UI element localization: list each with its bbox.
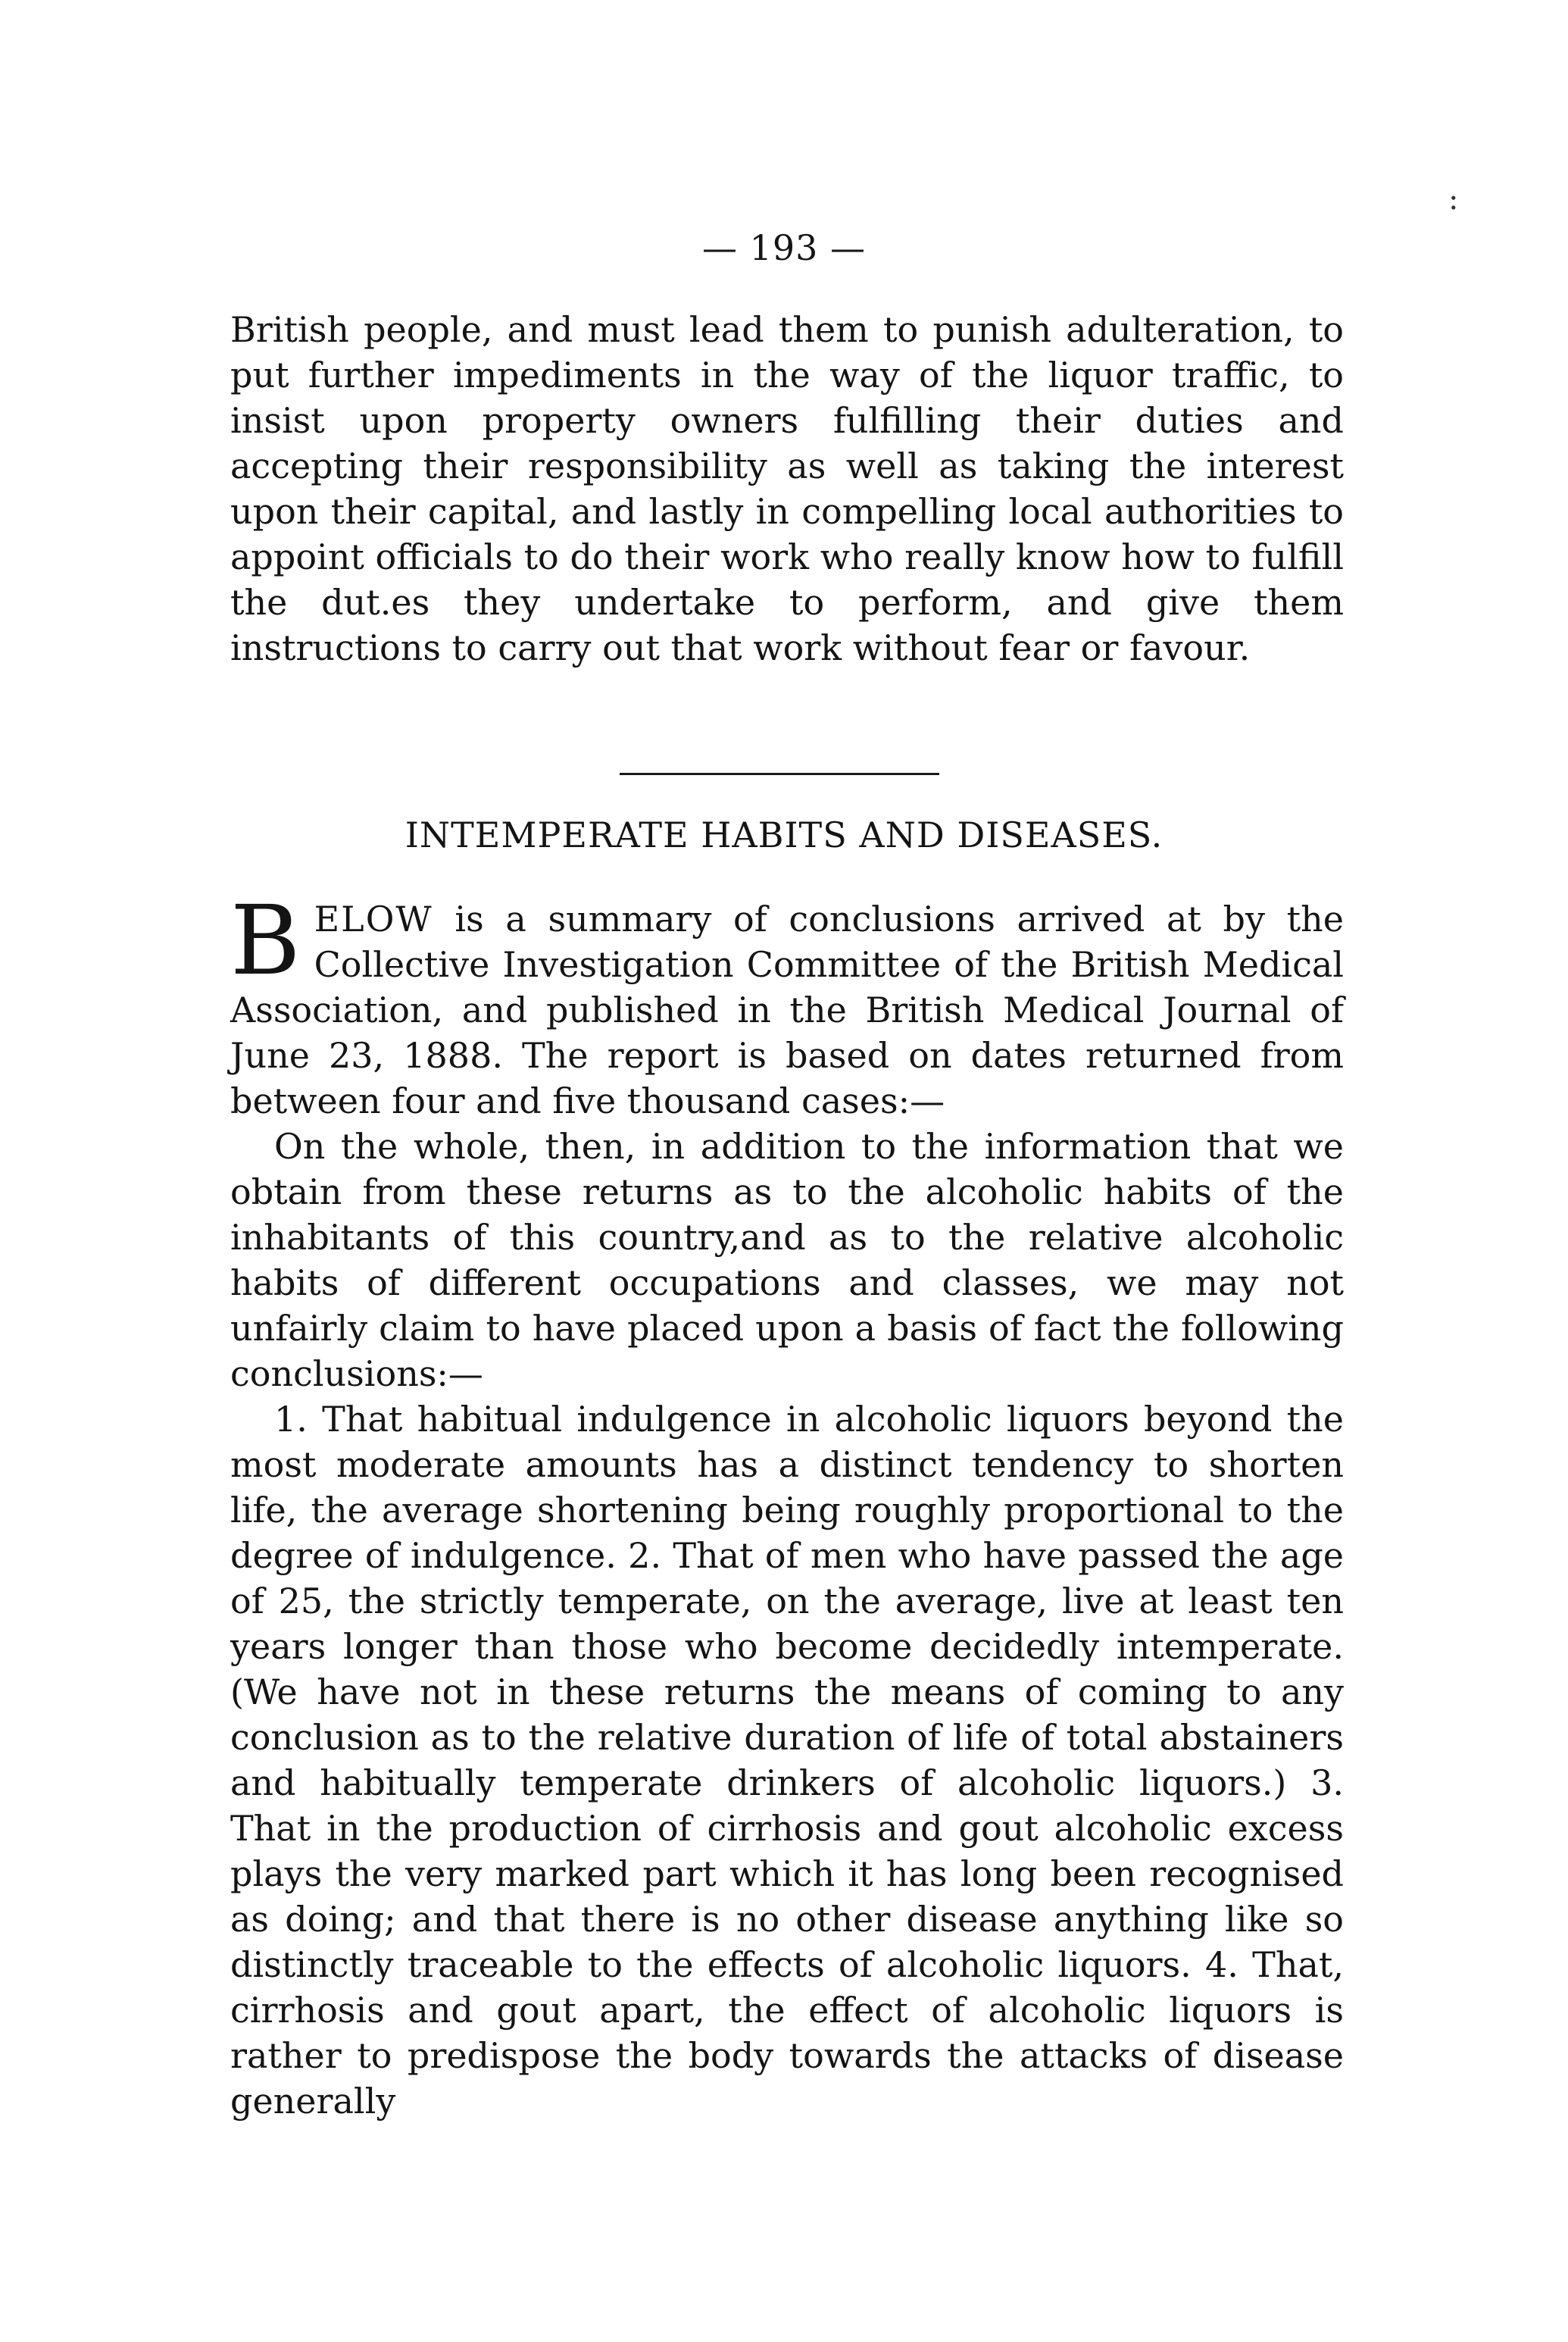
section-body [230,885,1344,2124]
drop-cap: B [230,885,301,996]
opening-caps: ELOW [314,899,433,940]
continued-paragraph: British people, and must lead them to punish adulteration, to put further impediments in the way of the liquor traffic, to insist upon property owners fulfilling their duties and accepting their responsibility as well as taking the interest upon their capital, and lastly in compelling local authorities to appoint officials to do their work who really know how to fulfill the dut.es they undertake to perform, and give them instructions to carry out that work without fear or favour. [230,309,1344,668]
conclusions-intro-paragraph: On the whole, then, in addition to the information that we obtain from these returns as to the alcoholic habits of the inhabitants of this country,and as to the relative alcoholic habits of different occupations and classes, we may not unfairly claim to have placed upon a basis of fact the following conclusions:— [230,1126,1344,1394]
stray-mark: : [1448,182,1459,217]
conclusions-paragraph: 1. That habitual indulgence in alcoholic liquors beyond the most moderate amounts has a distinct tendency to shorten life, the average shortening being roughly proportional to the degree of indulgence. 2. That of men who have passed the age of 25, the strictly temperate, on the average, live at least ten years longer than those who become decidedly intemperate. (We have not in these returns the means of coming to any conclusion as to the relative duration of life of total abstainers and habitually temperate drinkers of alcoholic liquors.) 3. That in the production of cirrhosis and gout alcoholic excess plays the very marked part which it has long been recognised as doing; and that there is no other disease anything like so distinctly traceable to the effects of alcoholic liquors. 4. That, cirrhosis and gout apart, the effect of alcoholic liquors is rather to predispose the body towards the attacks of disease generally [230,1399,1344,2122]
intro-text: is a summary of conclusions arrived at by the Collective Investigation Committee of the British Medical Association, and published in the British Medical Journal of June 23, 1888. The report is based on dates returned from between four and five thousand cases:— [230,899,1344,1121]
section-divider [620,773,939,775]
section-heading: INTEMPERATE HABITS AND DISEASES. [404,815,1164,855]
intro-paragraph [230,885,1344,1124]
page-number: — 193 — [701,227,867,268]
top-text-block [230,307,1344,671]
